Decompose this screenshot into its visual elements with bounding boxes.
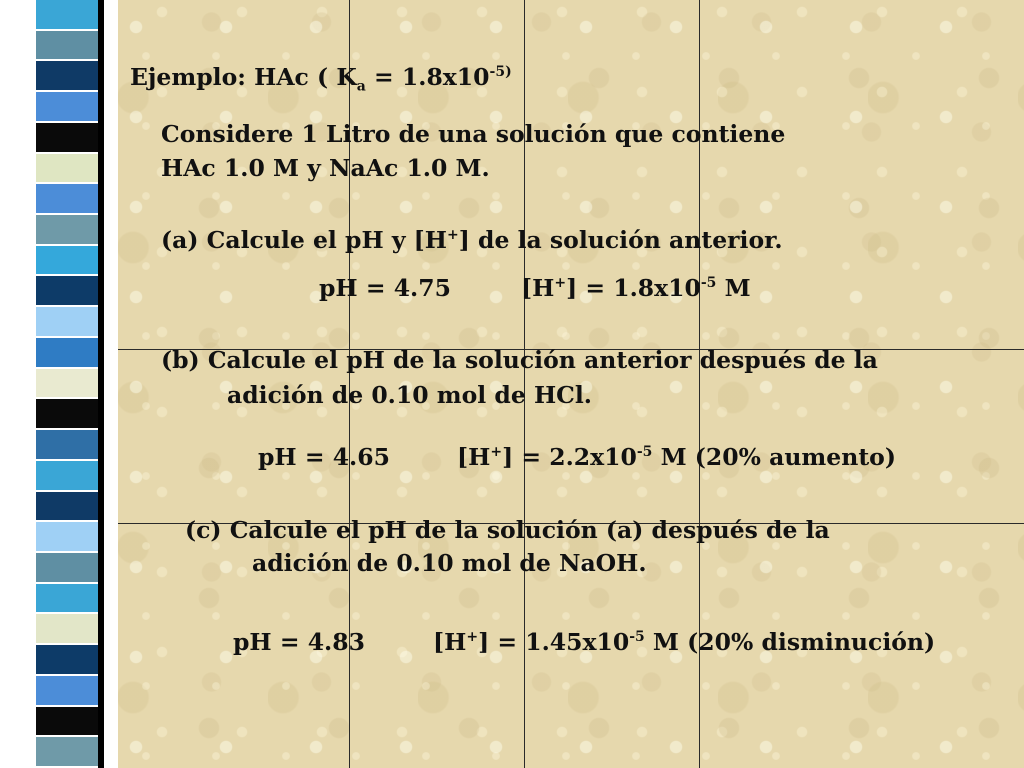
strip-band	[36, 553, 98, 582]
intro-line-2: HAc 1.0 M y NaAc 1.0 M.	[161, 154, 490, 182]
strip-band	[36, 215, 98, 244]
answer-a-h-concentration: $[H^+] = 1.8x10^{-5}$ M	[521, 274, 751, 302]
strip-band	[36, 584, 98, 613]
strip-band	[36, 492, 98, 521]
strip-band	[36, 92, 98, 121]
question-b-line-2: adición de 0.10 mol de HCl.	[227, 381, 592, 409]
answer-c-ph: pH = 4.83	[233, 628, 365, 656]
strip-band	[36, 461, 98, 490]
strip-band	[36, 399, 98, 428]
answer-b-h-concentration: $[H^+] = 2.2x10^{-5}$ M (20% aumento)	[457, 443, 896, 471]
answer-a-ph: pH = 4.75	[319, 274, 451, 302]
answer-b-ph: pH = 4.65	[258, 443, 390, 471]
strip-band	[36, 430, 98, 459]
strip-band	[36, 276, 98, 305]
strip-band	[36, 737, 98, 766]
strip-band	[36, 707, 98, 736]
answer-c-h-concentration: $[H^+] = 1.45x10^{-5}$ M (20% disminución)	[433, 628, 936, 656]
question-c-line-2: adición de 0.10 mol de NaOH.	[252, 549, 647, 577]
question-a: (a) Calcule el pH y [H+] de la solución anterior.	[161, 226, 783, 254]
strip-band	[36, 645, 98, 674]
strip-band	[36, 369, 98, 398]
strip-band	[36, 307, 98, 336]
question-c-line-1: (c) Calcule el pH de la solución (a) después de la	[185, 516, 830, 544]
strip-band	[36, 31, 98, 60]
intro-line-1: Considere 1 Litro de una solución que contiene	[161, 120, 786, 148]
strip-band	[36, 184, 98, 213]
strip-band	[36, 676, 98, 705]
strip-band	[36, 154, 98, 183]
strip-band	[36, 338, 98, 367]
question-b-line-1: (b) Calcule el pH de la solución anterior después de la	[161, 346, 878, 374]
strip-edge	[98, 0, 104, 768]
strip-band	[36, 522, 98, 551]
strip-band	[36, 614, 98, 643]
strip-band	[36, 123, 98, 152]
example-heading: Ejemplo: HAc ( $K_a = 1.8x10^{-5)}$	[130, 63, 512, 95]
decorative-color-strip	[0, 0, 118, 768]
strip-band	[36, 0, 98, 29]
strip-band	[36, 61, 98, 90]
strip-band	[36, 246, 98, 275]
